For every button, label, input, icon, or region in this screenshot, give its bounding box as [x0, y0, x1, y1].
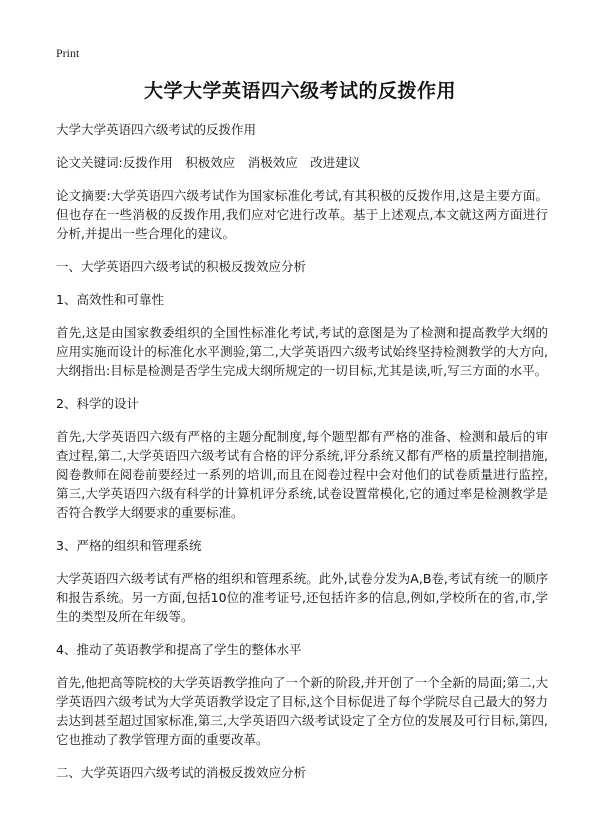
keywords-paragraph: 论文关键词:反拨作用 积极效应 消极效应 改进建议 — [56, 155, 361, 170]
page-title: 大学大学英语四六级考试的反拨作用 — [143, 80, 456, 102]
body-paragraph-2: 首先,大学英语四六级有严格的主题分配制度,每个题型都有严格的准备、检测和最后的审查过程,第二,大学英语四六级考试有合格的评分系统,评分系统又都有严格的质量控制措施,阅卷教师在阅卷前要经过一系列的培训,而且在阅卷过程中会对他们的试卷质量进行监控,第三,大学英语四六级有科学的计算机评分系统,试卷设置常模化,它的通过率是检测教学是否符合教学大纲要求的重要标准。 — [56, 429, 548, 520]
article-body — [56, 120, 548, 796]
print-label: Print — [56, 46, 80, 60]
abstract-paragraph: 论文摘要:大学英语四六级考试作为国家标准化考试,有其积极的反拨作用,这是主要方面。但也存在一些消极的反拨作用,我们应对它进行改革。基于上述观点,本文就这两方面进行分析,并提出一些合理化的建议。 — [56, 188, 548, 241]
subheading-3: 3、严格的组织和管理系统 — [56, 538, 202, 553]
subheading-1: 1、高效性和可靠性 — [56, 292, 164, 307]
subheading-4: 4、推动了英语教学和提高了学生的整体水平 — [56, 642, 302, 657]
section-heading-2: 二、大学英语四六级考试的消极反拨效应分析 — [56, 765, 307, 780]
section-heading-1: 一、大学英语四六级考试的积极反拨效应分析 — [56, 259, 307, 274]
body-paragraph-3: 大学英语四六级考试有严格的组织和管理系统。此外,试卷分发为A,B卷,考试有统一的顺序和报告系统。另一方面,包括10位的准考证号,还包括许多的信息,例如,学校所在的省,市,学生的类型及所在年级等。 — [56, 571, 548, 624]
body-paragraph-4: 首先,他把高等院校的大学英语教学推向了一个新的阶段,并开创了一个全新的局面;第二,大学英语四六级考试为大学英语教学设定了目标,这个目标促进了每个学院尽自己最大的努力去达到甚至超过国家标准,第三,大学英语四六级考试设定了全方位的发展及可行目标,第四,它也推动了教学管理方面的重要改革。 — [56, 675, 548, 747]
body-paragraph-1: 首先,这是由国家教委组织的全国性标准化考试,考试的意图是为了检测和提高教学大纲的应用实施而设计的标准化水平测验,第二,大学英语四六级考试始终坚持检测教学的大方向,大纲指出:目标是检测是否学生完成大纲所规定的一切目标,尤其是读,听,写三方面的水平。 — [56, 325, 548, 378]
subheading-2: 2、科学的设计 — [56, 396, 139, 411]
subtitle-paragraph: 大学大学英语四六级考试的反拨作用 — [56, 122, 257, 137]
